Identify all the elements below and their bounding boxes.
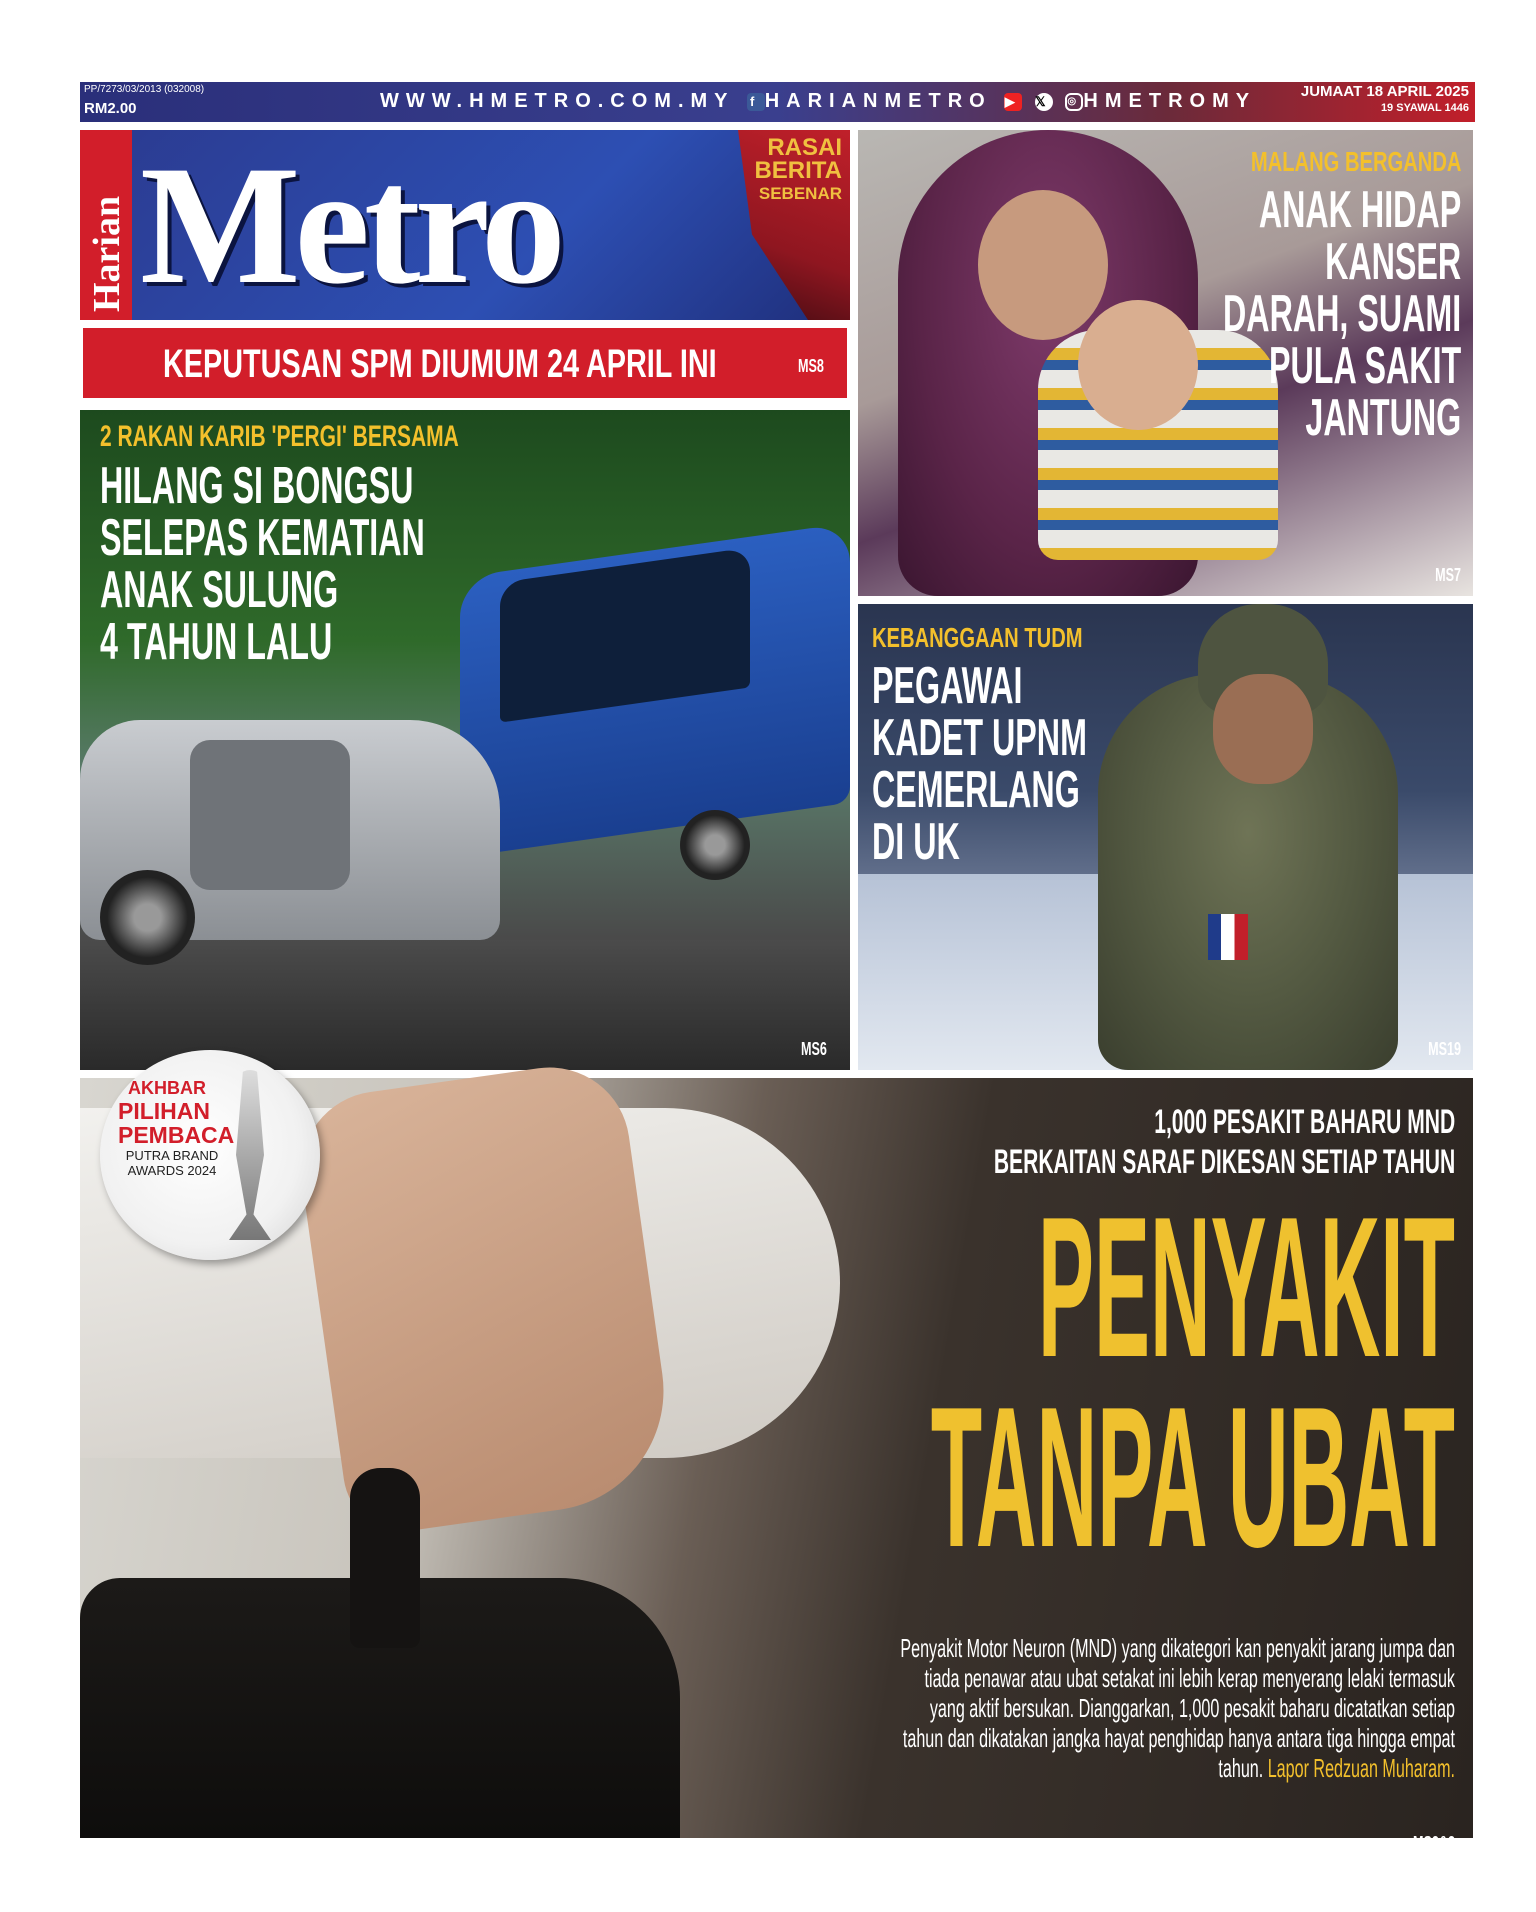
top-info-bar [80,82,1475,122]
kicker-line: BERKAITAN SARAF DIKESAN SETIAP TAHUN [993,1143,1455,1181]
tagline-line: BERITA [754,157,842,184]
kicker-line: 1,000 PESAKIT BAHARU MND [1153,1103,1455,1141]
story-headline [100,457,425,671]
instagram-icon[interactable]: ◎ [1065,93,1083,111]
story-cancer[interactable] [858,130,1473,596]
page-ref: MS19 [1428,1039,1461,1059]
reporter-byline: Lapor Redzuan Muharam. [1267,1753,1455,1783]
headline-line: SELEPAS KEMATIAN [100,509,425,567]
website-link[interactable]: WWW.HMETRO.COM.MY [380,90,735,112]
issue-date [1301,84,1469,116]
headline-line: PENYAKIT [1037,1176,1455,1399]
headline-line: KADET UPNM [872,709,1087,767]
headline-line: PEGAWAI [872,657,1023,715]
youtube-icon[interactable]: ▶ [1004,93,1022,109]
story-headline [1222,181,1461,447]
award-line: PILIHAN [118,1098,210,1124]
main-body-text [897,1633,1455,1783]
issue-code: PP/7273/03/2013 (032008) [84,84,205,95]
price: RM2.00 [84,100,137,117]
hijri-date: 19 SYAWAL 1446 [1380,102,1469,114]
story-cadet[interactable] [858,604,1473,1070]
hand-graphic [291,1057,679,1539]
facebook-icon: f [747,93,765,111]
joystick-graphic [350,1468,420,1648]
award-badge [100,1050,320,1260]
cadet-face-graphic [1213,674,1313,784]
page-ref: MS2&3 [1412,1833,1455,1853]
spm-headline: KEPUTUSAN SPM DIUMUM 24 APRIL INI [163,342,717,386]
story-headline [872,657,1087,871]
wheel-graphic [100,870,195,965]
masthead-tagline [754,136,842,205]
x-icon[interactable]: 𝕏 [1035,93,1053,109]
story-crash[interactable] [80,410,850,1070]
child-face-graphic [1078,300,1198,430]
award-line: AKHBAR [128,1078,206,1098]
headline-line: 4 TAHUN LALU [100,613,333,671]
story-kicker: 2 RAKAN KARIB 'PERGI' BERSAMA [100,420,459,453]
headline-line: DI UK [872,813,960,871]
facebook-handle[interactable]: HARIANMETRO [764,90,992,112]
masthead-harian: Harian [86,195,128,312]
masthead [80,130,850,320]
website-line [380,90,1256,113]
tagline-line: SEBENAR [758,184,842,203]
headline-line: ANAK SULUNG [100,561,339,619]
masthead-logo: Metro [140,131,560,319]
trophy-icon [215,1070,285,1240]
headline-line: PULA SAKIT [1268,337,1461,395]
car-door-graphic [190,740,350,890]
award-line: PEMBACA [118,1122,235,1148]
main-kicker [994,1102,1455,1182]
gregorian-date: JUMAAT 18 APRIL 2025 [1300,83,1469,100]
mother-face-graphic [978,190,1108,340]
social-handle[interactable]: HMETROMY [1083,90,1257,112]
story-kicker: MALANG BERGANDA [1250,146,1461,177]
flag-patch-icon [1208,914,1248,960]
page-ref: MS7 [1435,565,1461,585]
headline-line: JANTUNG [1305,389,1461,447]
headline-line: KANSER [1324,233,1461,291]
award-line: PUTRA BRAND AWARDS 2024 [125,1148,219,1178]
headline-line: CEMERLANG [872,761,1080,819]
headline-line: DARAH, SUAMI [1222,285,1461,343]
body-text: Penyakit Motor Neuron (MND) yang dikategori kan penyakit jarang jumpa dan tiada penawar atau ubat setakat ini lebih kerap menyerang lelaki termasuk yang aktif bersukan. Dianggarkan, 1,000 pesakit baharu dicatatkan setiap tahun dan dikatakan jangka hayat penghidap hanya antara tiga hingga empat tahun. [900,1633,1455,1783]
story-kicker: KEBANGGAAN TUDM [872,622,1083,653]
spm-banner[interactable] [80,325,850,401]
wheel-graphic [680,810,750,880]
main-headline [930,1176,1455,1589]
headline-line: HILANG SI BONGSU [100,457,414,515]
page-ref: MS8 [797,356,824,376]
tagline-line: RASAI [767,134,842,161]
page-ref: MS6 [800,1039,827,1059]
headline-line: TANPA UBAT [930,1366,1455,1589]
headline-line: ANAK HIDAP [1258,181,1461,239]
